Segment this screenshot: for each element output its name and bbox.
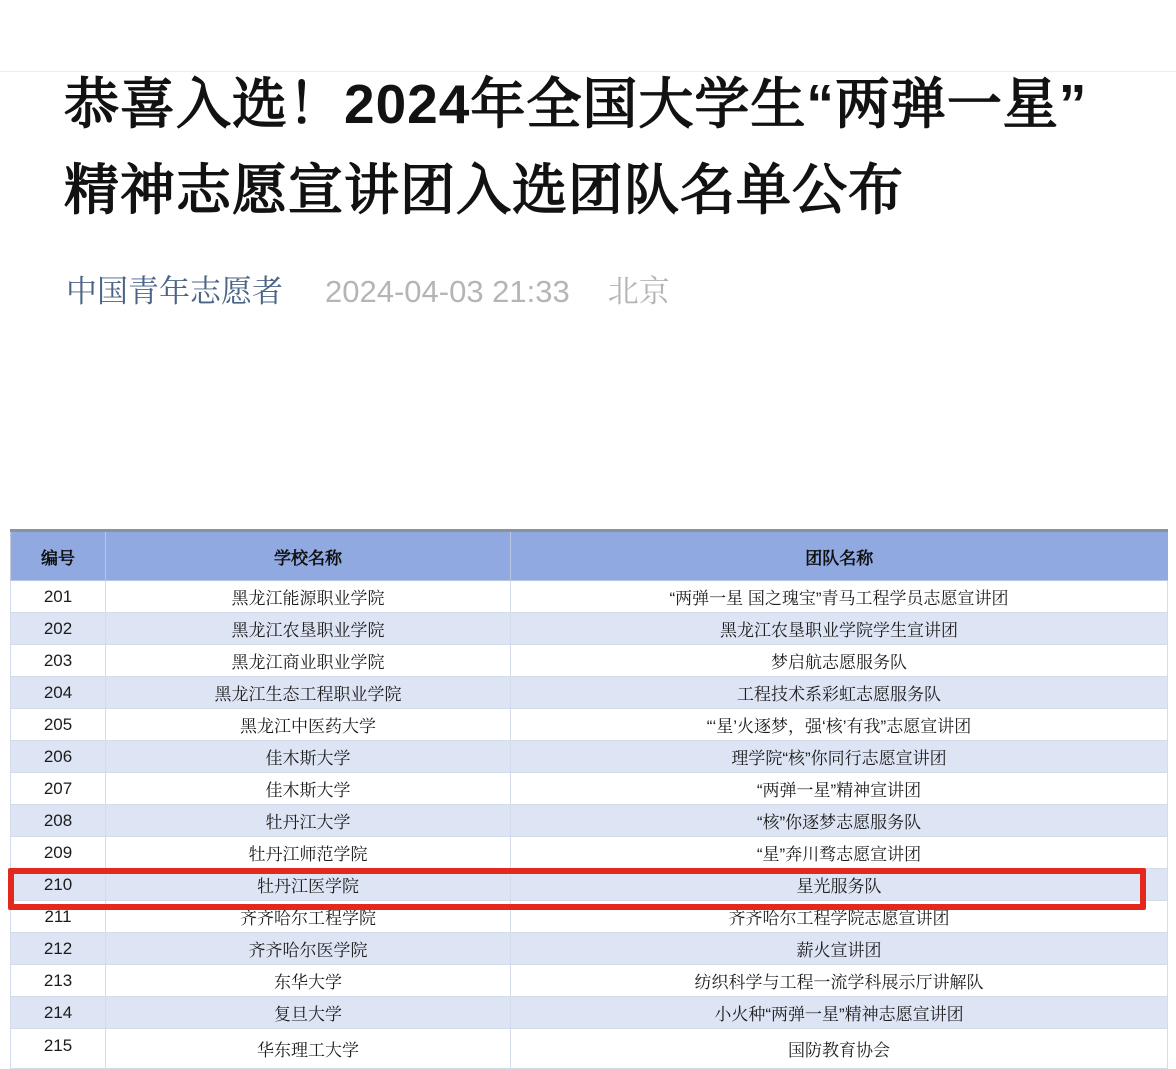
cell-number: 205: [11, 709, 106, 741]
cell-school-name: 佳木斯大学: [106, 773, 511, 805]
cell-school-name: 黑龙江能源职业学院: [106, 581, 511, 613]
table-row: [11, 997, 1168, 1029]
cell-team-name: “两弹一星 国之瑰宝”青马工程学员志愿宣讲团: [511, 581, 1168, 613]
col-header-school: 学校名称: [106, 531, 511, 581]
table-row: [11, 581, 1168, 613]
cell-number: 213: [11, 965, 106, 997]
cell-number: 212: [11, 933, 106, 965]
table-row: [11, 709, 1168, 741]
cell-team-name: 小火种“两弹一星”精神志愿宣讲团: [511, 997, 1168, 1029]
cell-team-name: 星光服务队: [511, 869, 1168, 901]
cell-school-name: 东华大学: [106, 965, 511, 997]
col-header-number: 编号: [11, 531, 106, 581]
byline: [66, 266, 1176, 311]
cell-team-name: 纺织科学与工程一流学科展示厅讲解队: [511, 965, 1168, 997]
cell-number: 204: [11, 677, 106, 709]
table-row: [11, 805, 1168, 837]
table-row: [11, 965, 1168, 997]
cell-number: 207: [11, 773, 106, 805]
cell-team-name: “两弹一星”精神宣讲团: [511, 773, 1168, 805]
table-body: [11, 581, 1168, 1069]
table-row: [11, 869, 1168, 901]
cell-number: 203: [11, 645, 106, 677]
cell-team-name: 齐齐哈尔工程学院志愿宣讲团: [511, 901, 1168, 933]
teams-table: [10, 529, 1168, 1069]
publish-datetime: 2024-04-03 21:33: [325, 273, 570, 309]
cell-school-name: 黑龙江商业职业学院: [106, 645, 511, 677]
cell-team-name: 梦启航志愿服务队: [511, 645, 1168, 677]
cell-school-name: 复旦大学: [106, 997, 511, 1029]
table-row: [11, 837, 1168, 869]
cell-team-name: 理学院“核”你同行志愿宣讲团: [511, 741, 1168, 773]
table-row: [11, 773, 1168, 805]
cell-school-name: 齐齐哈尔工程学院: [106, 901, 511, 933]
table-header-row: [11, 531, 1168, 581]
table-row: [11, 901, 1168, 933]
team-list-table: [10, 529, 1168, 1069]
table-row: [11, 613, 1168, 645]
cell-team-name: “星”奔川骛志愿宣讲团: [511, 837, 1168, 869]
cell-team-name: 黑龙江农垦职业学院学生宣讲团: [511, 613, 1168, 645]
cell-school-name: 黑龙江生态工程职业学院: [106, 677, 511, 709]
cell-school-name: 牡丹江师范学院: [106, 837, 511, 869]
cell-team-name: 工程技术系彩虹志愿服务队: [511, 677, 1168, 709]
table-row: [11, 741, 1168, 773]
cell-number: 209: [11, 837, 106, 869]
cell-number: 211: [11, 901, 106, 933]
cell-team-name: 薪火宣讲团: [511, 933, 1168, 965]
cell-school-name: 齐齐哈尔医学院: [106, 933, 511, 965]
cell-school-name: 佳木斯大学: [106, 741, 511, 773]
cell-school-name: 华东理工大学: [106, 1029, 511, 1069]
cell-school-name: 牡丹江大学: [106, 805, 511, 837]
cell-team-name: 国防教育协会: [511, 1029, 1168, 1069]
page-top-divider: [0, 71, 1176, 72]
cell-number: 201: [11, 581, 106, 613]
cell-team-name: “核”你逐梦志愿服务队: [511, 805, 1168, 837]
cell-number: 202: [11, 613, 106, 645]
cell-team-name: “‘星’火逐梦，强‘核’有我”志愿宣讲团: [511, 709, 1168, 741]
publish-location: 北京: [607, 273, 670, 309]
table-row: [11, 677, 1168, 709]
cell-number: 206: [11, 741, 106, 773]
cell-number: 215: [11, 1029, 106, 1069]
cell-school-name: 牡丹江医学院: [106, 869, 511, 901]
table-row: [11, 933, 1168, 965]
cell-school-name: 黑龙江农垦职业学院: [106, 613, 511, 645]
author-link[interactable]: 中国青年志愿者: [66, 273, 283, 309]
cell-number: 210: [11, 869, 106, 901]
cell-school-name: 黑龙江中医药大学: [106, 709, 511, 741]
article-title: 恭喜入选！2024年全国大学生“两弹一星”精神志愿宣讲团入选团队名单公布: [64, 73, 1088, 221]
table-row: [11, 645, 1168, 677]
cell-number: 214: [11, 997, 106, 1029]
col-header-team: 团队名称: [511, 531, 1168, 581]
table-row: [11, 1029, 1168, 1069]
cell-number: 208: [11, 805, 106, 837]
